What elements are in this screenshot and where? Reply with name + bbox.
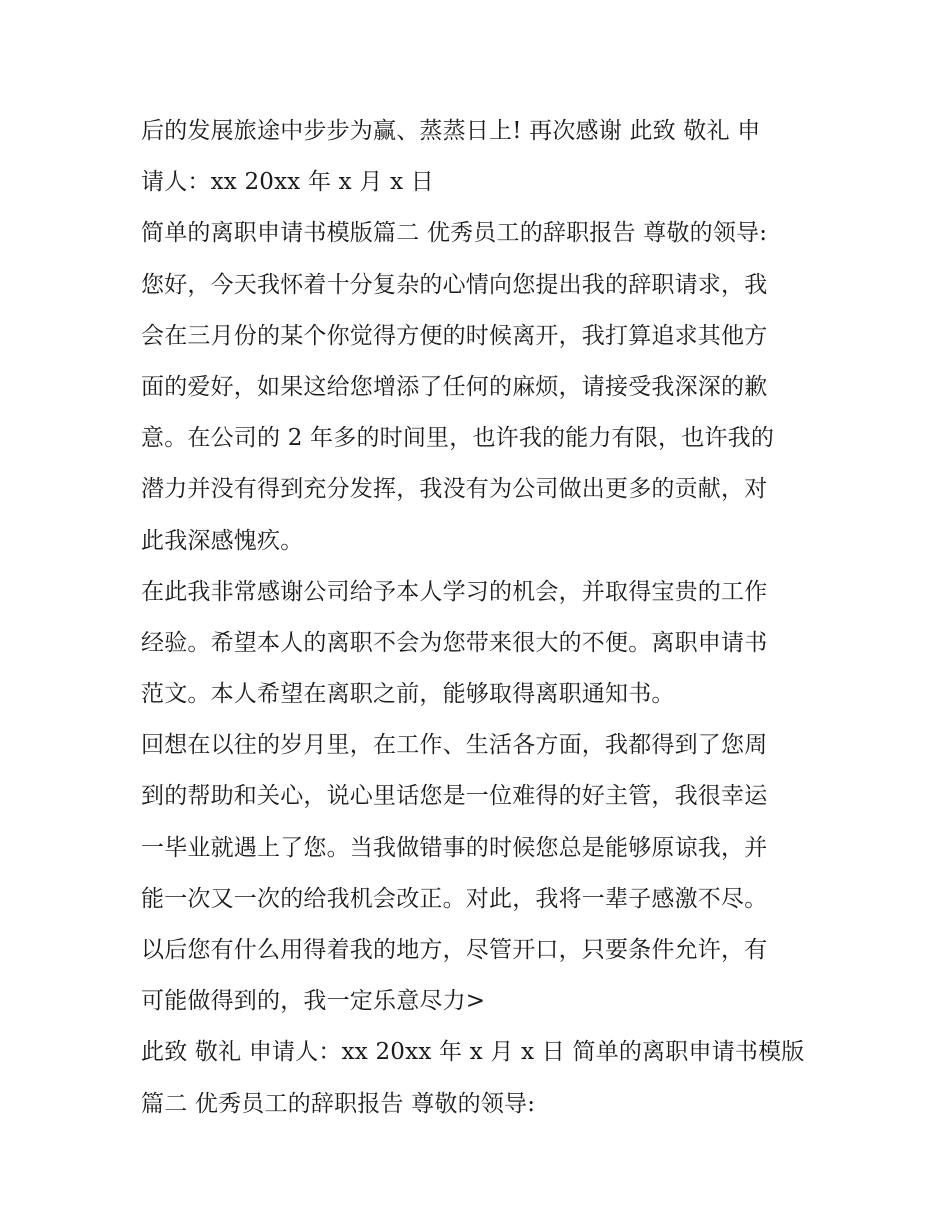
text-line: 范文。本人希望在离职之前，能够取得离职通知书。 xyxy=(141,681,675,708)
text-line: 经验。希望本人的离职不会为您带来很大的不便。离职申请书 xyxy=(141,629,768,656)
text-line: 此我深感愧疚。 xyxy=(141,527,304,554)
text-line: 面的爱好，如果这给您增添了任何的麻烦，请接受我深深的歉 xyxy=(141,373,768,400)
text-line: 可能做得到的，我一定乐意尽力> xyxy=(141,988,486,1015)
text-line: 能一次又一次的给我机会改正。对此，我将一辈子感激不尽。 xyxy=(141,885,768,912)
text-line: 一毕业就遇上了您。当我做错事的时候您总是能够原谅我，并 xyxy=(141,834,768,861)
text-line: 回想在以往的岁月里，在工作、生活各方面，我都得到了您周 xyxy=(141,732,768,759)
text-line: 请人：xx 20xx 年 x 月 x 日 xyxy=(141,169,434,196)
text-line: 潜力并没有得到充分发挥，我没有为公司做出更多的贡献，对 xyxy=(141,476,768,503)
text-line: 您好，今天我怀着十分复杂的心情向您提出我的辞职请求，我 xyxy=(141,271,768,298)
text-line: 后的发展旅途中步步为赢、蒸蒸日上! 再次感谢 此致 敬礼 申 xyxy=(141,118,761,144)
text-line: 篇二 优秀员工的辞职报告 尊敬的领导: xyxy=(141,1090,536,1117)
text-line: 到的帮助和关心，说心里话您是一位难得的好主管，我很幸运 xyxy=(141,783,768,810)
text-line: 以后您有什么用得着我的地方，尽管开口，只要条件允许，有 xyxy=(141,937,768,963)
text-line: 此致 敬礼 申请人：xx 20xx 年 x 月 x 日 简单的离职申请书模版 xyxy=(141,1039,805,1066)
text-line: 会在三月份的某个你觉得方便的时候离开，我打算追求其他方 xyxy=(141,322,768,349)
text-line: 简单的离职申请书模版篇二 优秀员工的辞职报告 尊敬的领导: xyxy=(141,220,768,247)
text-line: 意。在公司的 2 年多的时间里，也许我的能力有限，也许我的 xyxy=(141,425,775,452)
text-line: 在此我非常感谢公司给予本人学习的机会，并取得宝贵的工作 xyxy=(141,578,768,605)
document-body xyxy=(141,106,821,1130)
